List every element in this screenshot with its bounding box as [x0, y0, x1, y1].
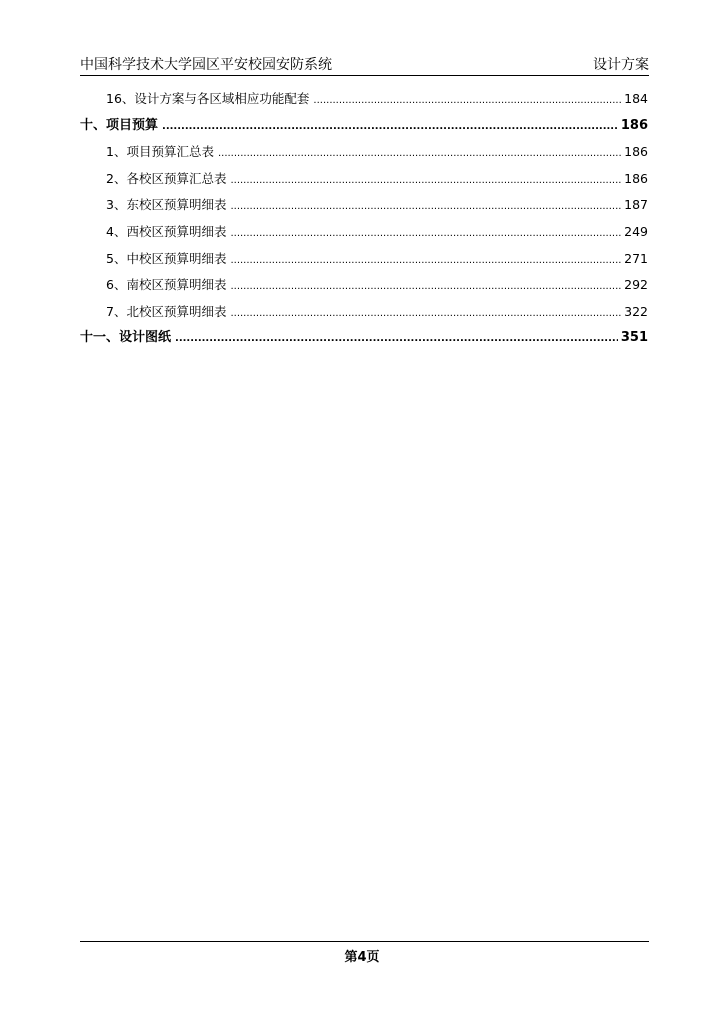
- footer-divider: [80, 941, 649, 942]
- toc-entry-number: 十、: [80, 117, 107, 133]
- toc-entry-page: 249: [624, 223, 648, 239]
- toc-entry-page: 351: [620, 330, 648, 346]
- toc-entry-page: 187: [624, 197, 648, 213]
- toc-entry-number: 十一、: [80, 330, 120, 346]
- toc-entry-title: 西校区预算明细表: [126, 223, 227, 239]
- toc-leader: [230, 225, 621, 243]
- toc-entry-title: 设计方案与各区域相应功能配套: [134, 91, 310, 106]
- toc-leader: [230, 172, 621, 190]
- toc-entry[interactable]: [80, 166, 648, 193]
- header-section: 设计方案: [593, 57, 649, 73]
- toc-entry-title: 东校区预算明细表: [126, 197, 227, 213]
- toc-entry-number: 5、: [106, 250, 127, 266]
- toc-leader: [230, 252, 621, 270]
- toc-leader: [230, 305, 621, 323]
- toc-entry-title: 北校区预算明细表: [126, 303, 227, 319]
- toc-leader: [230, 278, 621, 296]
- toc-entry[interactable]: [80, 299, 648, 326]
- toc-entry[interactable]: [80, 139, 648, 166]
- toc-leader: [175, 330, 618, 348]
- toc-entry[interactable]: [80, 86, 648, 113]
- toc-entry[interactable]: [80, 192, 648, 219]
- toc-entry[interactable]: [80, 325, 648, 352]
- header-title: 中国科学技术大学园区平安校园安防系统: [80, 57, 332, 73]
- toc-entry[interactable]: [80, 219, 648, 246]
- toc-entry-title: 项目预算: [106, 117, 159, 133]
- toc-entry[interactable]: [80, 246, 648, 273]
- toc-entry-title: 各校区预算汇总表: [126, 170, 227, 186]
- toc-entry-page: 292: [624, 277, 648, 293]
- toc-entry-page: 184: [624, 91, 648, 106]
- toc-entry-title: 项目预算汇总表: [126, 144, 214, 160]
- page-number: 第4页: [344, 950, 380, 965]
- toc-entry-page: 271: [624, 250, 648, 266]
- toc-entry-number: 2、: [106, 170, 127, 186]
- toc-entry-number: 4、: [106, 223, 127, 239]
- toc-entry-title: 设计图纸: [119, 330, 172, 346]
- toc-entry-page: 322: [624, 303, 648, 319]
- table-of-contents: [80, 86, 648, 352]
- toc-entry-number: 16、: [106, 91, 135, 106]
- toc-entry-title: 中校区预算明细表: [126, 250, 227, 266]
- toc-entry-number: 6、: [106, 277, 127, 293]
- toc-entry-title: 南校区预算明细表: [126, 277, 227, 293]
- page-header: [80, 54, 649, 76]
- toc-entry[interactable]: [80, 272, 648, 299]
- toc-entry[interactable]: [80, 113, 648, 140]
- toc-entry-number: 7、: [106, 303, 127, 319]
- toc-leader: [218, 145, 621, 163]
- toc-entry-page: 186: [620, 117, 648, 133]
- toc-entry-page: 186: [624, 170, 648, 186]
- toc-leader: [313, 92, 621, 110]
- toc-entry-number: 3、: [106, 197, 127, 213]
- toc-leader: [162, 118, 618, 136]
- toc-leader: [230, 198, 621, 216]
- toc-entry-page: 186: [624, 144, 648, 160]
- toc-entry-number: 1、: [106, 144, 127, 160]
